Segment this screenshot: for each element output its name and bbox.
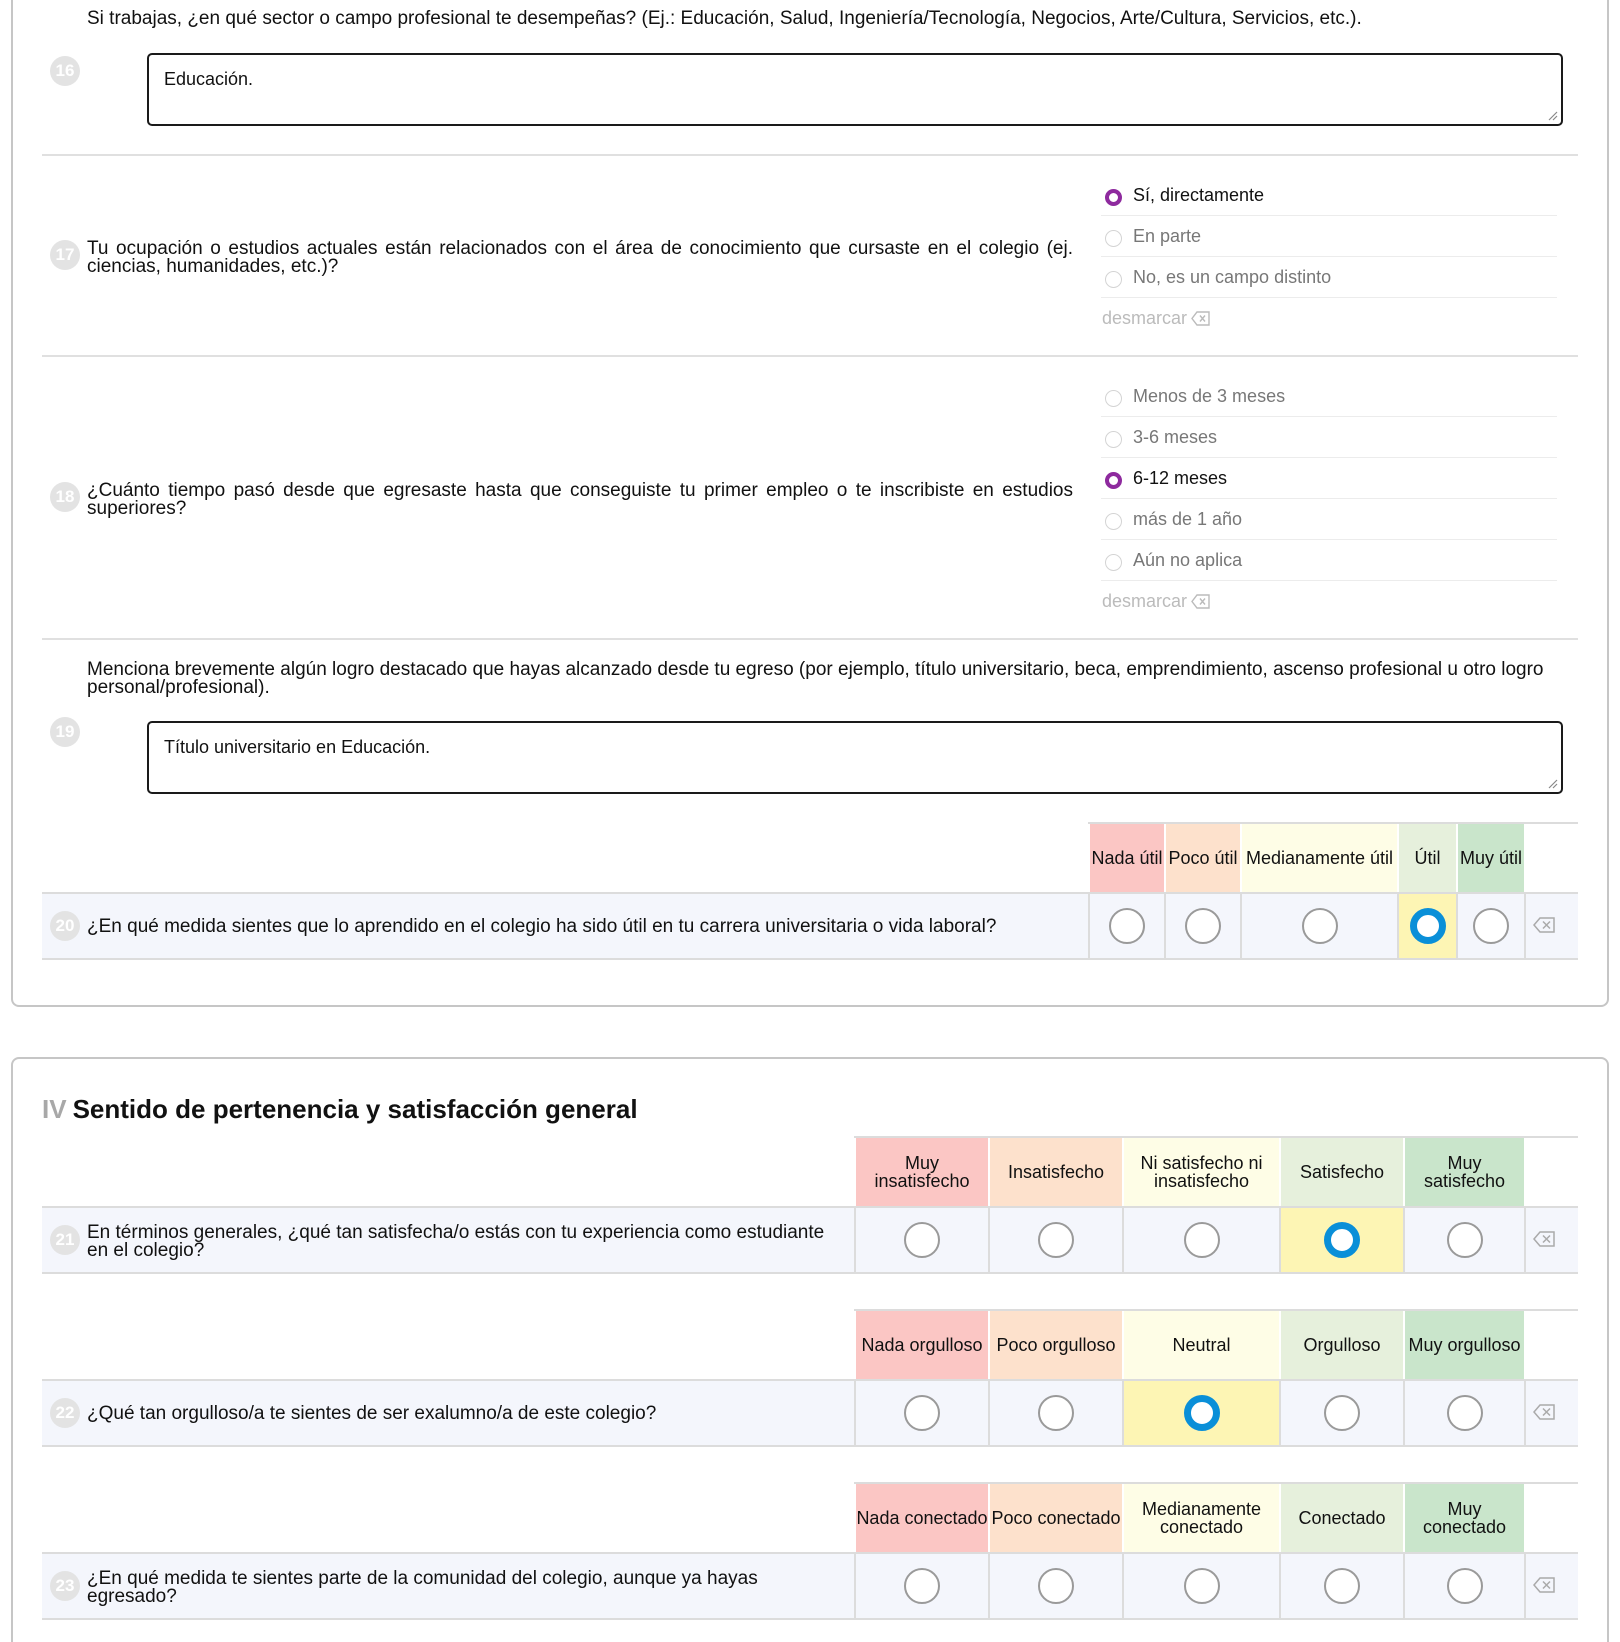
resize-grip-icon[interactable] (1546, 109, 1558, 121)
q23-cell-nada-conectado[interactable] (854, 1554, 988, 1618)
q21-clear-cell (1524, 1208, 1578, 1272)
q21-header-muy-insatisfecho: Muy insatisfecho (856, 1138, 988, 1206)
q17-option-si-directamente[interactable] (1101, 175, 1557, 216)
section-roman-numeral: IV (42, 1094, 67, 1124)
radio-icon[interactable] (1105, 230, 1122, 247)
radio-icon[interactable] (1038, 1568, 1074, 1604)
q21-cell-muy-insatisfecho[interactable] (854, 1208, 988, 1272)
clear-icon[interactable] (1532, 1402, 1558, 1422)
q22-row (42, 1379, 1578, 1447)
radio-icon[interactable] (1105, 431, 1122, 448)
q20-cell-util[interactable] (1397, 894, 1456, 958)
separator (42, 638, 1578, 640)
q23-row (42, 1552, 1578, 1620)
question-19-text: Menciona brevemente algún logro destacado que hayas alcanzado desde tu egreso (por ejemplo, título universitario, beca, emprendimiento, ascenso profesional u otro logro personal/profesional). (87, 659, 1544, 698)
q18-option-3-6-meses[interactable] (1101, 417, 1557, 458)
q22-header-nada-orgulloso: Nada orgulloso (856, 1311, 988, 1379)
question-20-text: ¿En qué medida sientes que lo aprendido en el colegio ha sido útil en tu carrera universitaria o vida laboral? (87, 916, 997, 937)
q18-clear-link[interactable] (1102, 591, 1211, 612)
question-16-answer: Educación. (164, 69, 254, 89)
radio-icon[interactable] (1105, 390, 1122, 407)
radio-icon[interactable] (1447, 1568, 1483, 1604)
q18-option-aun-no-aplica[interactable] (1101, 540, 1557, 581)
q23-clear-cell (1524, 1554, 1578, 1618)
q20-cell-medianamente-util[interactable] (1240, 894, 1397, 958)
q23-cell-medianamente-conectado[interactable] (1122, 1554, 1279, 1618)
q17-option-label: No, es un campo distinto (1133, 267, 1332, 287)
q20-clear-cell (1524, 894, 1578, 958)
radio-icon[interactable] (1473, 908, 1509, 944)
question-19-answer: Título universitario en Educación. (164, 737, 431, 757)
q21-cell-muy-satisfecho[interactable] (1403, 1208, 1524, 1272)
radio-icon[interactable] (1184, 1222, 1220, 1258)
q22-clear-cell (1524, 1381, 1578, 1445)
q18-option-label: más de 1 año (1133, 509, 1243, 529)
clear-icon[interactable] (1532, 1575, 1558, 1595)
q20-header-poco-util: Poco útil (1166, 824, 1240, 892)
separator (42, 355, 1578, 357)
section-title-text: Sentido de pertenencia y satisfacción general (72, 1094, 638, 1124)
question-17-number: 17 (50, 240, 80, 270)
q18-option-label: 3-6 meses (1133, 427, 1218, 447)
q21-cell-insatisfecho[interactable] (988, 1208, 1122, 1272)
radio-icon[interactable] (904, 1395, 940, 1431)
q18-option-label: Aún no aplica (1133, 550, 1243, 570)
radio-icon[interactable] (1038, 1395, 1074, 1431)
question-23-number: 23 (50, 1571, 80, 1601)
q22-cell-neutral[interactable] (1122, 1381, 1279, 1445)
radio-icon[interactable] (1185, 908, 1221, 944)
clear-icon (1191, 311, 1211, 326)
q18-option-label: Menos de 3 meses (1133, 386, 1286, 406)
q21-header-satisfecho: Satisfecho (1281, 1138, 1403, 1206)
q17-option-label: En parte (1133, 226, 1202, 246)
q18-option-label: 6-12 meses (1133, 468, 1228, 488)
radio-icon[interactable] (1105, 554, 1122, 571)
q17-option-en-parte[interactable] (1101, 216, 1557, 257)
clear-icon[interactable] (1532, 1229, 1558, 1249)
clear-label: desmarcar (1102, 591, 1188, 611)
q20-cell-poco-util[interactable] (1164, 894, 1240, 958)
q21-cell-satisfecho[interactable] (1279, 1208, 1403, 1272)
q20-header-util: Útil (1399, 824, 1456, 892)
radio-icon[interactable] (1324, 1395, 1360, 1431)
q17-option-label: Sí, directamente (1133, 185, 1265, 205)
section-title (42, 1094, 638, 1125)
q18-option-6-12-meses[interactable] (1101, 458, 1557, 499)
q21-row (42, 1206, 1578, 1274)
q21-header-muy-satisfecho: Muy satisfecho (1405, 1138, 1524, 1206)
q23-header-conectado: Conectado (1281, 1484, 1403, 1552)
resize-grip-icon[interactable] (1546, 777, 1558, 789)
q17-clear-link[interactable] (1102, 308, 1211, 329)
radio-icon[interactable] (904, 1568, 940, 1604)
question-21-text: En términos generales, ¿qué tan satisfecha/o estás con tu experiencia como estudiante en el colegio? (87, 1222, 825, 1261)
radio-icon[interactable] (904, 1222, 940, 1258)
q23-cell-muy-conectado[interactable] (1403, 1554, 1524, 1618)
radio-icon[interactable] (1447, 1395, 1483, 1431)
question-16-text: Si trabajas, ¿en qué sector o campo profesional te desempeñas? (Ej.: Educación, Salud, Ingeniería/Tecnología, Negocios, Arte/Cultura, Servicios, etc.). (87, 8, 1362, 29)
q23-header-medianamente-conectado: Medianamente conectado (1124, 1484, 1279, 1552)
question-20-number: 20 (50, 911, 80, 941)
question-19-textarea[interactable] (147, 721, 1563, 794)
q23-cell-poco-conectado[interactable] (988, 1554, 1122, 1618)
clear-label: desmarcar (1102, 308, 1188, 328)
q22-cell-muy-orgulloso[interactable] (1403, 1381, 1524, 1445)
question-16-number: 16 (50, 56, 80, 86)
q21-header-ni-satisfecho: Ni satisfecho ni insatisfecho (1124, 1138, 1279, 1206)
q22-cell-poco-orgulloso[interactable] (988, 1381, 1122, 1445)
radio-icon[interactable] (1109, 908, 1145, 944)
q22-cell-nada-orgulloso[interactable] (854, 1381, 988, 1445)
q22-header-neutral: Neutral (1124, 1311, 1279, 1379)
radio-selected-icon[interactable] (1410, 908, 1446, 944)
q21-header-insatisfecho: Insatisfecho (990, 1138, 1122, 1206)
radio-icon[interactable] (1105, 271, 1122, 288)
question-21-number: 21 (50, 1225, 80, 1255)
radio-selected-icon[interactable] (1105, 472, 1122, 489)
radio-icon[interactable] (1302, 908, 1338, 944)
q22-header-muy-orgulloso: Muy orgulloso (1405, 1311, 1524, 1379)
q18-option-menos-3-meses[interactable] (1101, 376, 1557, 417)
q23-header-nada-conectado: Nada conectado (856, 1484, 988, 1552)
q22-cell-orgulloso[interactable] (1279, 1381, 1403, 1445)
radio-selected-icon[interactable] (1324, 1222, 1360, 1258)
question-23-text: ¿En qué medida te sientes parte de la comunidad del colegio, aunque ya hayas egresado? (87, 1568, 758, 1607)
radio-icon[interactable] (1105, 513, 1122, 530)
clear-icon (1191, 594, 1211, 609)
separator (42, 154, 1578, 156)
radio-selected-icon[interactable] (1105, 189, 1122, 206)
question-16-textarea[interactable] (147, 53, 1563, 126)
question-17-text: Tu ocupación o estudios actuales están relacionados con el área de conocimiento que cursaste en el colegio (ej. ciencias, humanidades, etc.)? (87, 238, 1073, 277)
question-18-number: 18 (50, 482, 80, 512)
q20-header-nada-util: Nada útil (1090, 824, 1164, 892)
q17-option-no-campo-distinto[interactable] (1101, 257, 1557, 298)
q21-cell-ni-satisfecho[interactable] (1122, 1208, 1279, 1272)
q20-row (42, 892, 1578, 960)
q22-header-orgulloso: Orgulloso (1281, 1311, 1403, 1379)
q23-cell-conectado[interactable] (1279, 1554, 1403, 1618)
radio-selected-icon[interactable] (1184, 1395, 1220, 1431)
q20-cell-nada-util[interactable] (1088, 894, 1164, 958)
radio-icon[interactable] (1447, 1222, 1483, 1258)
radio-icon[interactable] (1324, 1568, 1360, 1604)
radio-icon[interactable] (1038, 1222, 1074, 1258)
q23-header-poco-conectado: Poco conectado (990, 1484, 1122, 1552)
q22-header-poco-orgulloso: Poco orgulloso (990, 1311, 1122, 1379)
q23-header-muy-conectado: Muy conectado (1405, 1484, 1524, 1552)
question-22-text: ¿Qué tan orgulloso/a te sientes de ser exalumno/a de este colegio? (87, 1403, 657, 1424)
radio-icon[interactable] (1184, 1568, 1220, 1604)
clear-icon[interactable] (1532, 915, 1558, 935)
q20-header-medianamente-util: Medianamente útil (1242, 824, 1397, 892)
question-22-number: 22 (50, 1398, 80, 1428)
q18-option-mas-1-ano[interactable] (1101, 499, 1557, 540)
q20-header-muy-util: Muy útil (1458, 824, 1524, 892)
q20-cell-muy-util[interactable] (1456, 894, 1524, 958)
question-19-number: 19 (50, 717, 80, 747)
question-18-text: ¿Cuánto tiempo pasó desde que egresaste hasta que conseguiste tu primer empleo o te inscribiste en estudios superiores? (87, 480, 1073, 519)
